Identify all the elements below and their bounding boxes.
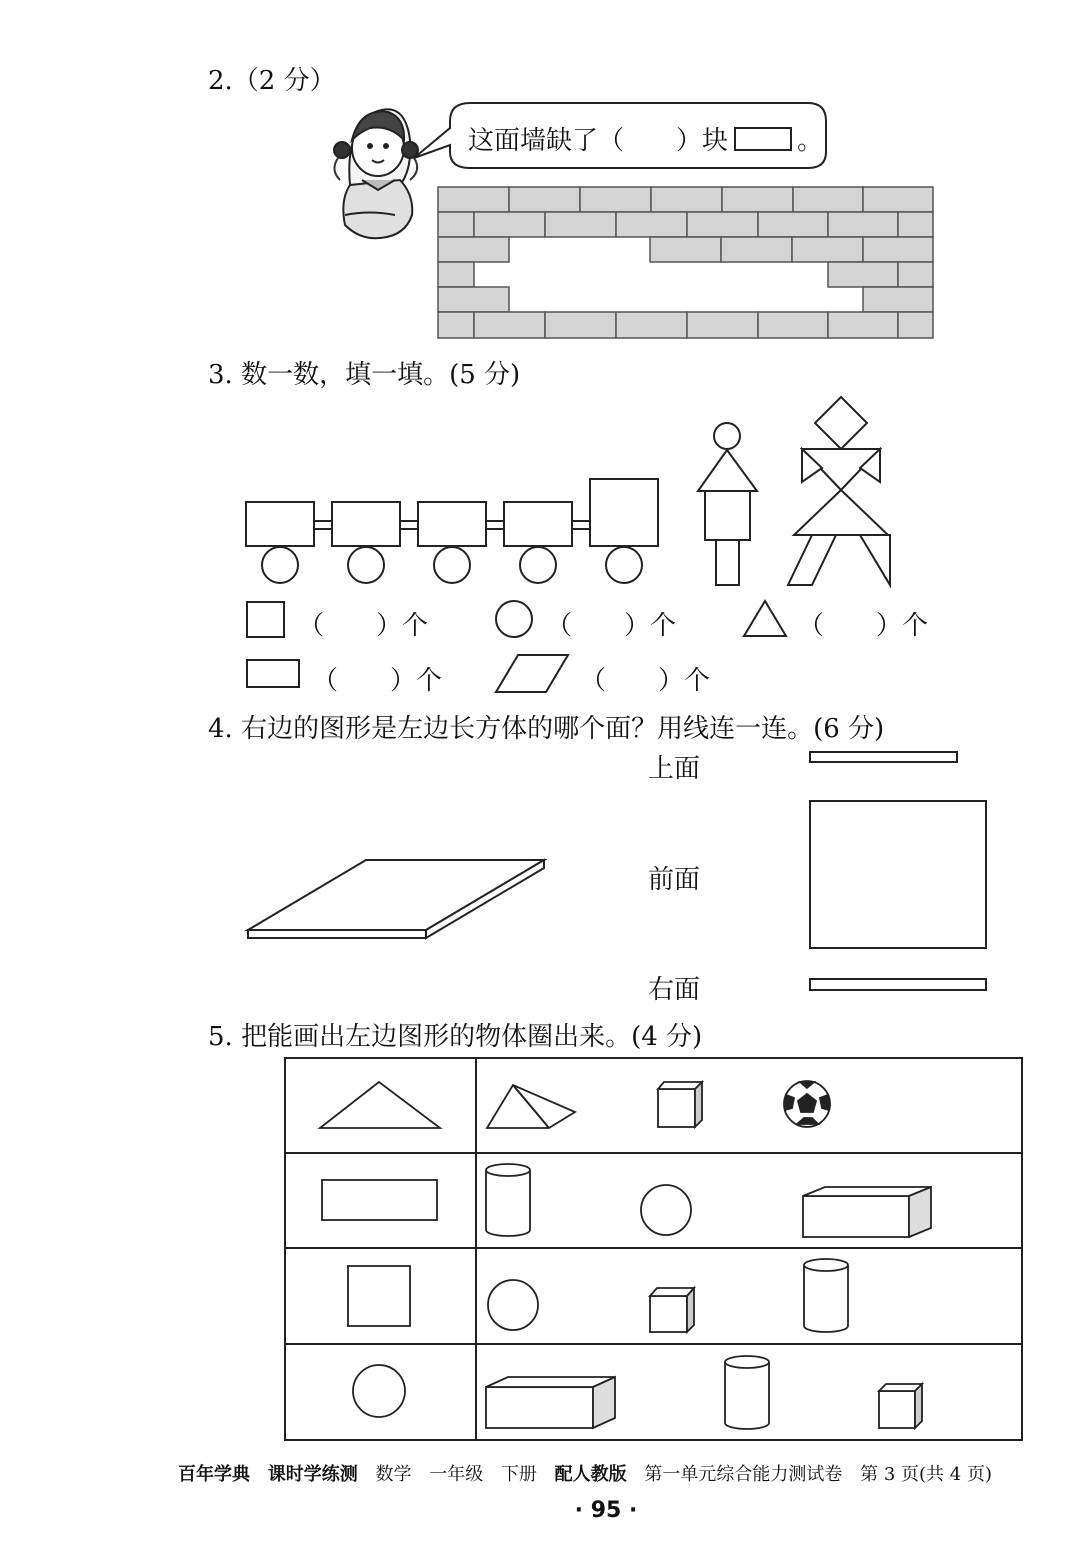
- soccer-ball-object: [784, 1081, 830, 1127]
- footer-page: 第 3 页(共 4 页): [860, 1464, 992, 1485]
- q3-heading: 3. 数一数，填一填。(5 分): [208, 360, 521, 390]
- cube-object: [658, 1082, 702, 1127]
- sphere-object: [641, 1185, 691, 1235]
- cuboid-object: [486, 1377, 615, 1428]
- count-circle: （ ）个: [546, 611, 677, 641]
- speech-end: 。: [797, 126, 824, 156]
- cube-object: [879, 1384, 922, 1428]
- q5-heading: 5. 把能画出左边图形的物体圈出来。(4 分): [208, 1022, 703, 1052]
- footer-test: 第一单元综合能力测试卷: [644, 1464, 843, 1485]
- cylinder-object: [486, 1164, 530, 1236]
- face-label-top: 上面: [648, 754, 701, 784]
- girl-illustration: [334, 109, 418, 238]
- cuboid-slab: [248, 860, 544, 938]
- footer-series: 课时学练测: [267, 1464, 358, 1485]
- footer-term: 下册: [500, 1464, 537, 1485]
- tangram-figure: [788, 397, 890, 585]
- footer: [178, 1460, 1004, 1486]
- sphere-object: [488, 1280, 538, 1330]
- count-rectangle: （ ）个: [312, 666, 443, 696]
- face-shape-square: [810, 801, 986, 948]
- parallelogram-shape: [496, 655, 568, 692]
- cube-object: [650, 1288, 694, 1332]
- square-shape: [348, 1266, 410, 1326]
- face-label-front: 前面: [648, 865, 701, 895]
- train-figure: [246, 479, 658, 583]
- footer-subject: 数学: [375, 1464, 412, 1485]
- square-shape: [247, 602, 284, 637]
- cylinder-object: [725, 1356, 769, 1429]
- rectangle-shape: [322, 1180, 437, 1220]
- count-square: （ ）个: [298, 611, 429, 641]
- count-triangle: （ ）个: [798, 611, 929, 641]
- cuboid-object: [803, 1187, 931, 1237]
- footer-grade: 一年级: [429, 1464, 484, 1485]
- rectangle-shape: [247, 660, 299, 687]
- triangular-prism-object: [487, 1085, 575, 1128]
- face-shape-thin-short: [810, 752, 957, 762]
- circle-shape: [353, 1365, 405, 1417]
- circle-shape: [496, 601, 532, 637]
- q2-heading: 2.（2 分）: [208, 66, 336, 96]
- q4-heading: 4. 右边的图形是左边长方体的哪个面？用线连一连。(6 分): [208, 714, 885, 744]
- face-shape-thin-long: [810, 979, 986, 990]
- speech-text: 这面墙缺了（ ）块: [468, 126, 729, 156]
- answer-box: [735, 128, 791, 150]
- brick-wall: [438, 187, 933, 338]
- triangle-shape: [744, 601, 786, 636]
- count-parallelogram: （ ）个: [580, 666, 711, 696]
- page-number: · 95 ·: [574, 1498, 638, 1523]
- face-label-right: 右面: [648, 975, 701, 1005]
- footer-brand: 百年学典: [178, 1464, 250, 1485]
- footer-edition: 配人教版: [554, 1464, 627, 1485]
- triangle-shape: [320, 1082, 440, 1128]
- cylinder-object: [804, 1259, 848, 1332]
- person-figure-1: [698, 423, 757, 585]
